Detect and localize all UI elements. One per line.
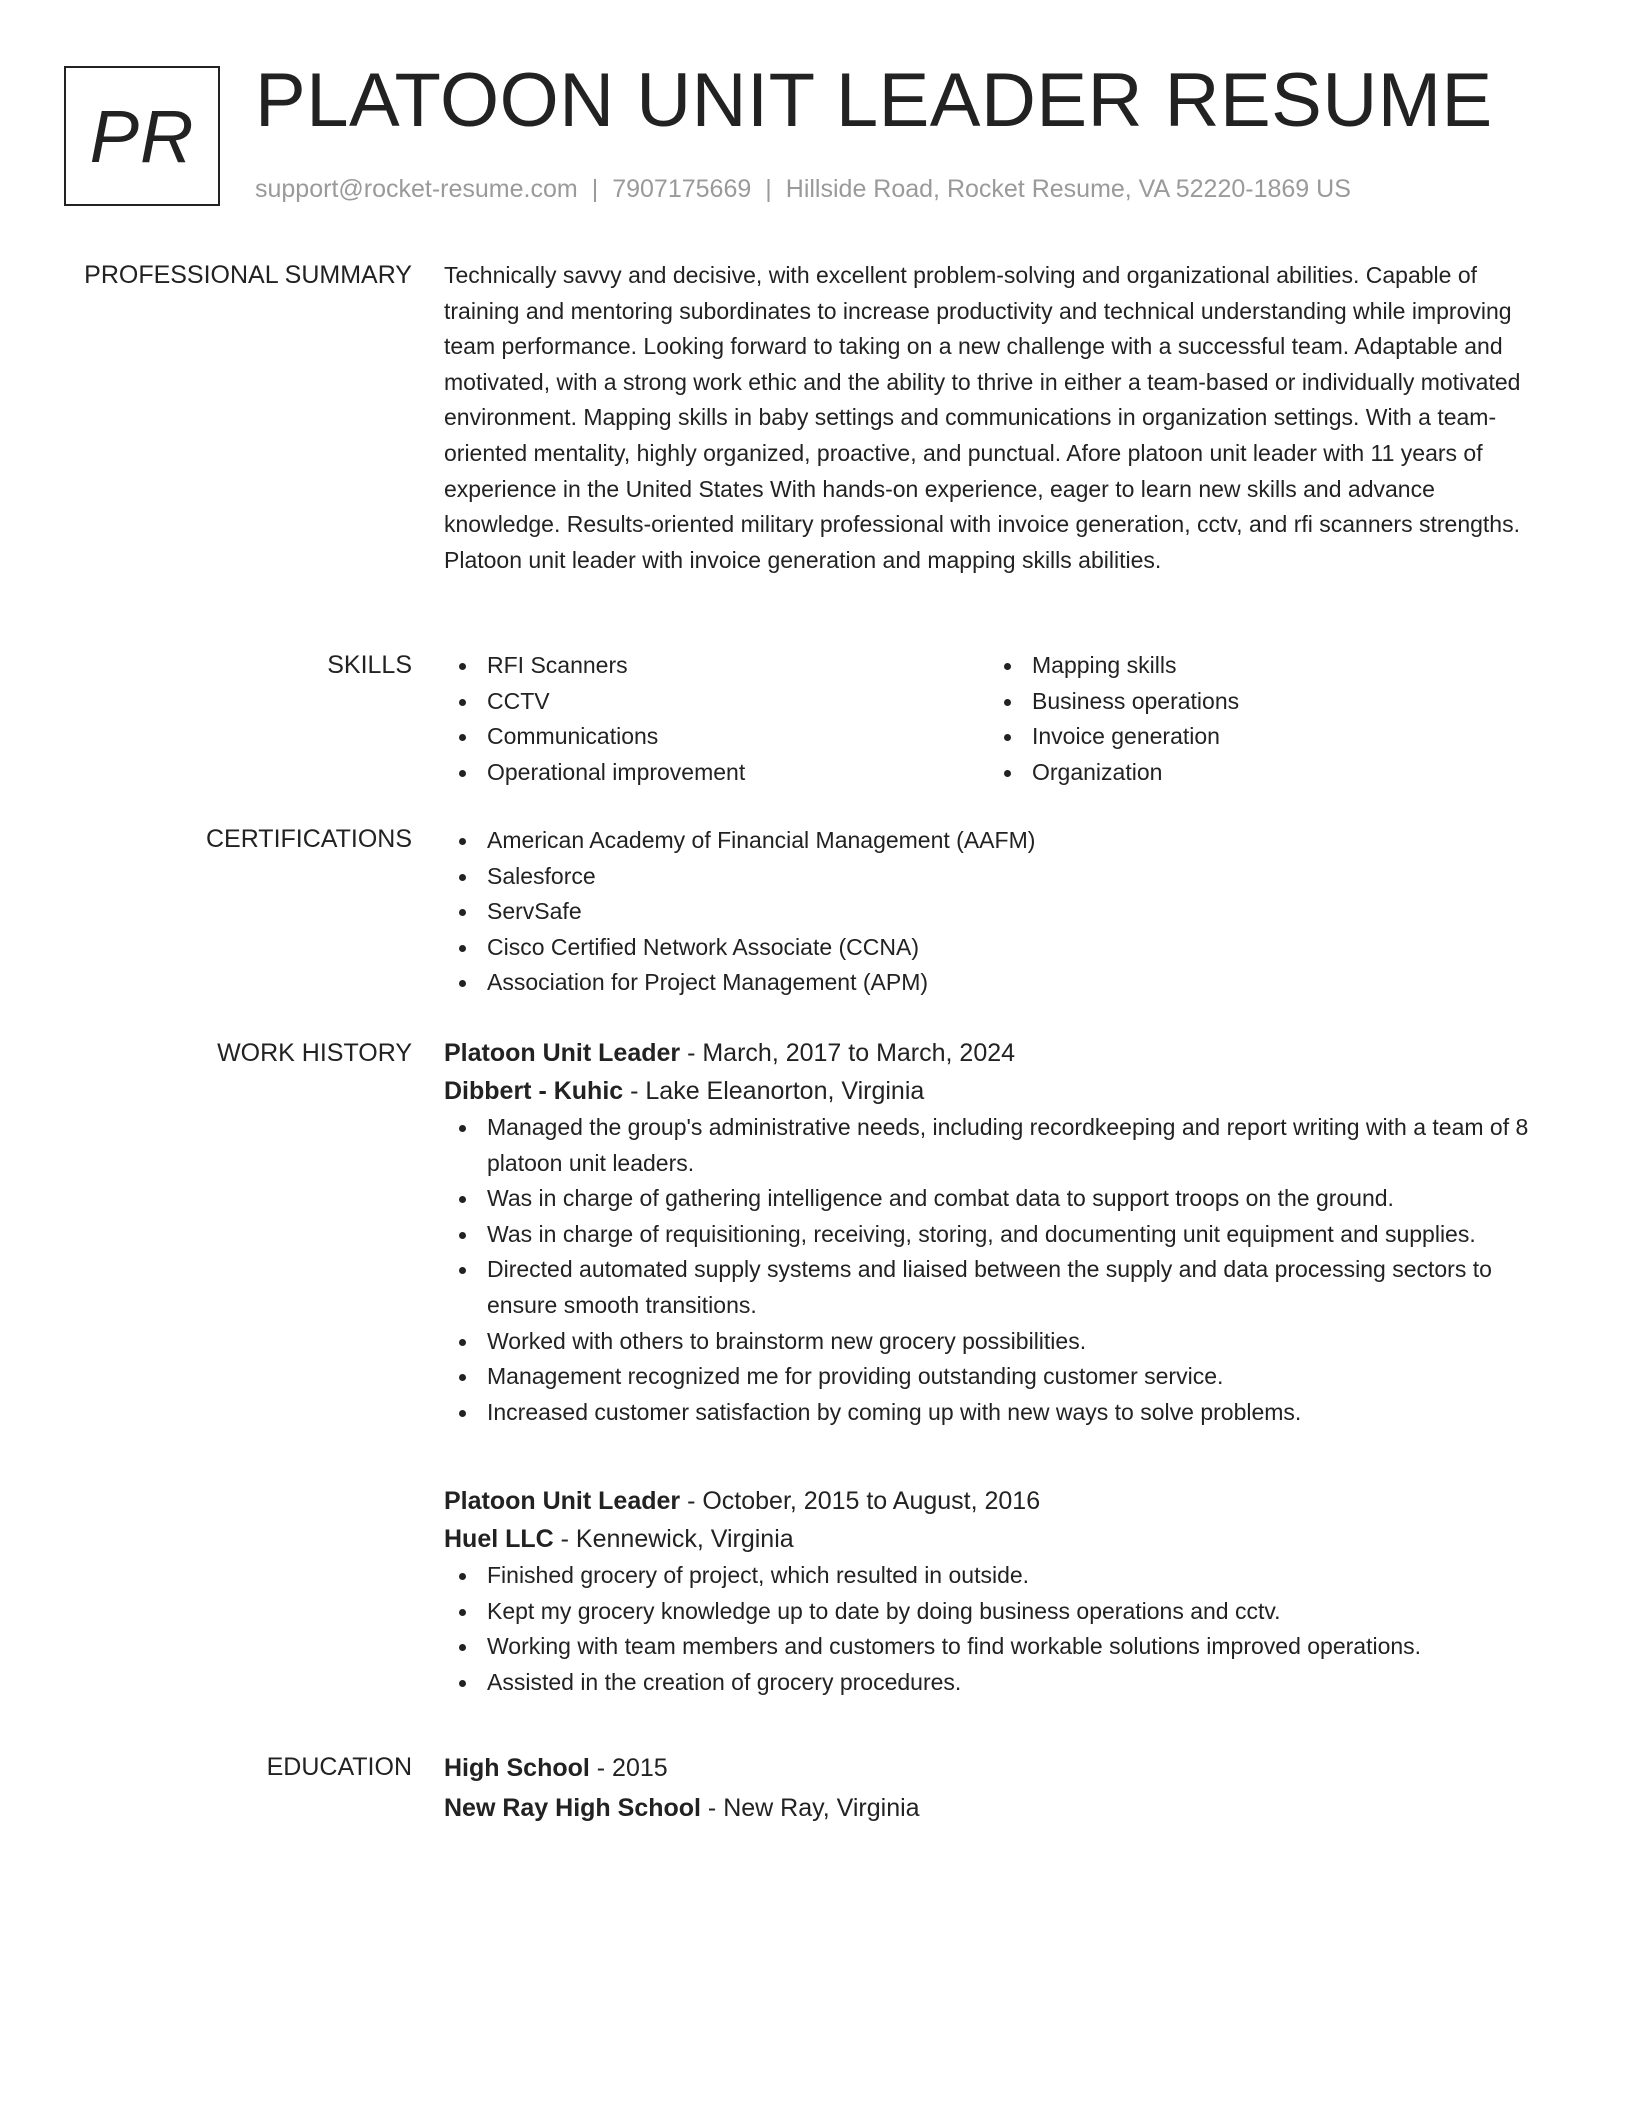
monogram-badge: PR [64, 66, 220, 206]
summary-heading: PROFESSIONAL SUMMARY [84, 261, 412, 289]
job-duties-list [444, 1558, 1556, 1700]
contact-email: support@rocket-resume.com [255, 175, 578, 203]
job-location: - Lake Eleanorton, Virginia [623, 1077, 925, 1105]
job-duty-item: Kept my grocery knowledge up to date by doing business operations and cctv. [444, 1594, 1556, 1630]
contact-address: Hillside Road, Rocket Resume, VA 52220-1869 US [785, 175, 1351, 203]
job-entry [444, 1482, 1556, 1700]
skill-item: Organization [989, 755, 1534, 791]
education-location: - New Ray, Virginia [700, 1794, 920, 1822]
job-dates: - March, 2017 to March, 2024 [680, 1039, 1016, 1067]
job-entry [444, 1034, 1556, 1430]
job-title-line [444, 1482, 1556, 1520]
certification-item: American Academy of Financial Management (AAFM) [444, 823, 1556, 859]
summary-body [444, 258, 1556, 578]
job-title: Platoon Unit Leader [444, 1039, 681, 1067]
certification-item: Cisco Certified Network Associate (CCNA) [444, 930, 1556, 966]
summary-text: Technically savvy and decisive, with excellent problem-solving and organizational abilities. Capable of training and mentoring subordinates to increase productivity and technical understanding while improving team performance. Looking forward to taking on a new challenge with a successful team. Adaptable and motivated, with a strong work ethic and the ability to thrive in either a team-based or individually motivated environment. Mapping skills in baby settings and communications in organization settings. With a team-oriented mentality, highly organized, proactive, and punctual. Afore platoon unit leader with 11 years of experience in the United States With hands-on experience, eager to learn new skills and advance knowledge. Results-oriented military professional with invoice generation, cctv, and rfi scanners strengths. Platoon unit leader with invoice generation and mapping skills abilities. [444, 262, 1521, 573]
skills-column-left [444, 648, 989, 790]
certification-item: ServSafe [444, 894, 1556, 930]
education-school-line [444, 1788, 1556, 1828]
education-body [444, 1748, 1556, 1828]
skill-item: Business operations [989, 684, 1534, 720]
job-location: - Kennewick, Virginia [553, 1525, 794, 1553]
job-title-line [444, 1034, 1556, 1072]
job-company: Dibbert - Kuhic [444, 1077, 624, 1105]
certification-item: Association for Project Management (APM) [444, 965, 1556, 1001]
contact-phone: 7907175669 [612, 175, 752, 203]
contact-separator: | [591, 175, 599, 203]
skills-body [444, 648, 1556, 790]
certifications-heading: CERTIFICATIONS [205, 825, 412, 853]
job-duty-item: Working with team members and customers to find workable solutions improved operations. [444, 1629, 1556, 1665]
job-duty-item: Worked with others to brainstorm new grocery possibilities. [444, 1324, 1556, 1360]
education-degree: High School [444, 1754, 590, 1782]
contact-line [255, 174, 1351, 204]
education-year: - 2015 [589, 1754, 668, 1782]
skills-heading: SKILLS [327, 651, 412, 679]
job-title: Platoon Unit Leader [444, 1487, 681, 1515]
skill-item: Communications [444, 719, 989, 755]
skill-item: Invoice generation [989, 719, 1534, 755]
job-dates: - October, 2015 to August, 2016 [680, 1487, 1041, 1515]
certifications-body [444, 823, 1556, 1001]
job-duty-item: Management recognized me for providing outstanding customer service. [444, 1359, 1556, 1395]
skill-item: RFI Scanners [444, 648, 989, 684]
skill-item: Operational improvement [444, 755, 989, 791]
job-duty-item: Assisted in the creation of grocery procedures. [444, 1665, 1556, 1701]
job-duty-item: Managed the group's administrative needs, including recordkeeping and report writing with a team of 8 platoon unit leaders. [444, 1110, 1556, 1181]
skill-item: Mapping skills [989, 648, 1534, 684]
skills-column-right [989, 648, 1534, 790]
job-company: Huel LLC [444, 1525, 554, 1553]
job-duty-item: Was in charge of gathering intelligence and combat data to support troops on the ground. [444, 1181, 1556, 1217]
job-company-line [444, 1072, 1556, 1110]
certifications-list [444, 823, 1556, 1001]
job-company-line [444, 1520, 1556, 1558]
contact-separator: | [765, 175, 772, 203]
job-duty-item: Finished grocery of project, which resulted in outside. [444, 1558, 1556, 1594]
education-degree-line [444, 1748, 1556, 1788]
resume-title: PLATOON UNIT LEADER RESUME [255, 58, 1493, 143]
job-duty-item: Directed automated supply systems and liaised between the supply and data processing sectors to ensure smooth transitions. [444, 1252, 1556, 1323]
job-duty-item: Increased customer satisfaction by coming up with new ways to solve problems. [444, 1395, 1556, 1431]
job-duties-list [444, 1110, 1556, 1430]
certification-item: Salesforce [444, 859, 1556, 895]
education-school: New Ray High School [444, 1794, 701, 1822]
job-duty-item: Was in charge of requisitioning, receiving, storing, and documenting unit equipment and supplies. [444, 1217, 1556, 1253]
work-history-heading: WORK HISTORY [217, 1039, 412, 1067]
education-heading: EDUCATION [266, 1753, 412, 1781]
skill-item: CCTV [444, 684, 989, 720]
